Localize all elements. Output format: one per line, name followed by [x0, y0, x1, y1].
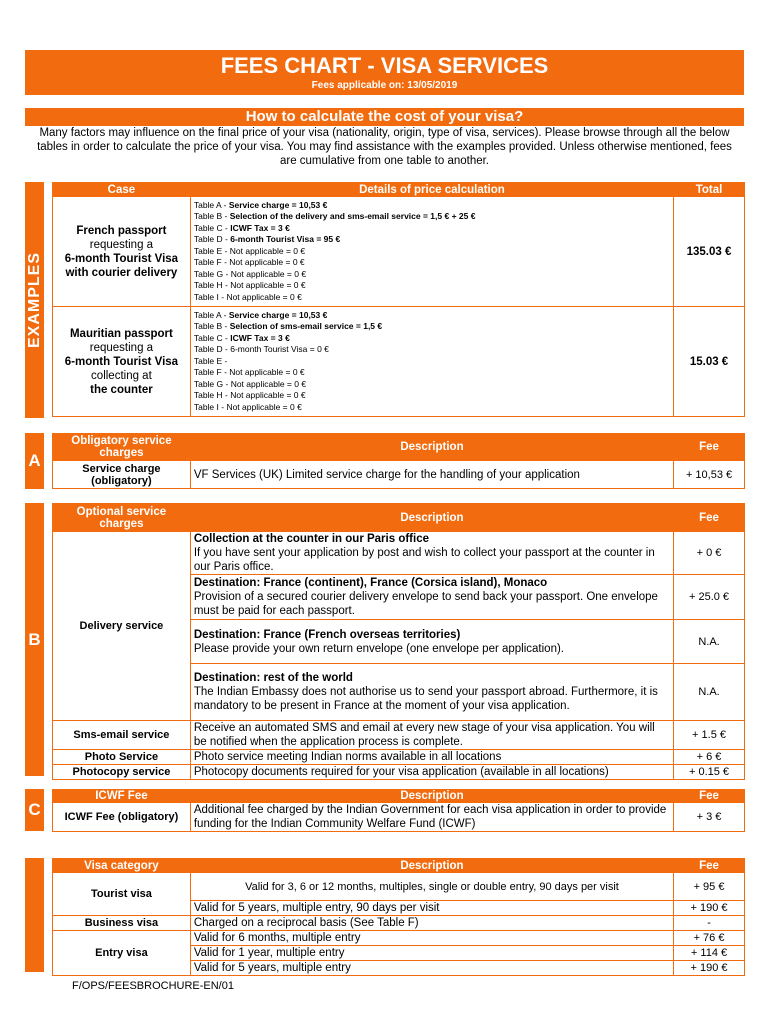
visa-description: Valid for 3, 6 or 12 months, multiples, single or double entry, 90 days per visit [190, 873, 673, 901]
example-case-line: 6-month Tourist Visa [64, 355, 179, 368]
service-name: Photo Service [53, 750, 191, 765]
calc-line: Table A - Service charge = 10,53 € [193, 309, 328, 320]
table-b-col-service: Optional service charges [53, 504, 191, 532]
delivery-option-text: If you have sent your application by post and wish to collect your passport at the counter in our Paris office. [193, 547, 655, 573]
delivery-option-text: Please provide your own return envelope (one envelope per application). [193, 642, 564, 655]
service-description: VF Services (UK) Limited service charge for the handling of your application [190, 461, 673, 489]
visa-description: Charged on a reciprocal basis (See Table F) [190, 916, 673, 931]
example-total: 135.03 € [674, 197, 745, 307]
table-c [52, 789, 745, 832]
delivery-row [53, 532, 745, 575]
service-description: Photocopy documents required for your visa application (available in all locations) [190, 765, 673, 780]
calc-line: Table D - 6-month Tourist Visa = 95 € [193, 234, 341, 245]
table-a-col-fee: Fee [674, 434, 745, 461]
calc-line: Table D - 6-month Tourist Visa = 0 € [193, 344, 329, 355]
table-b-letter: B [25, 503, 44, 776]
table-row [53, 916, 745, 931]
visa-fee: + 190 € [674, 961, 745, 976]
table-a [52, 433, 745, 489]
visa-fee: + 114 € [674, 946, 745, 961]
example-row [53, 307, 745, 417]
example-case-line: Mauritian passport [69, 327, 173, 340]
table-a-col-description: Description [190, 434, 673, 461]
table-b-col-description: Description [190, 504, 673, 532]
calc-line: Table I - Not applicable = 0 € [193, 401, 302, 412]
visa-fee: + 190 € [674, 901, 745, 916]
visa-fee: + 95 € [674, 873, 745, 901]
service-fee: + 1.5 € [674, 721, 745, 750]
examples-table [52, 182, 745, 417]
example-total: 15.03 € [674, 307, 745, 417]
calc-line: Table B - Selection of sms-email service = 1,5 € [193, 321, 383, 332]
delivery-fee: + 0 € [674, 532, 745, 575]
table-row [53, 721, 745, 750]
example-case-line: with courier delivery [65, 266, 178, 279]
col-total: Total [674, 183, 745, 197]
delivery-option [190, 664, 673, 721]
example-case-line: collecting at [91, 369, 152, 382]
table-row [53, 765, 745, 780]
delivery-service-name: Delivery service [53, 532, 191, 721]
delivery-option [190, 620, 673, 664]
delivery-option [190, 532, 673, 575]
table-row [53, 931, 745, 946]
page-title: FEES CHART - VISA SERVICES [220, 53, 549, 78]
table-c-col-fee: Fee [674, 790, 745, 803]
service-description: Photo service meeting Indian norms available in all locations [190, 750, 673, 765]
visa-fee: + 76 € [674, 931, 745, 946]
calc-line: Table G - Not applicable = 0 € [193, 378, 307, 389]
howto-text: Many factors may influence on the final price of your visa (nationality, origin, type of visa, services). Please browse through all the below tables in order to calculate the price of your visa. You may find assistance with the examples provided. Unless otherwise mentioned, fees are cumulative from one table to another. [37, 127, 732, 167]
visa-col-category: Visa category [53, 859, 191, 873]
delivery-option-title: Destination: France (continent), France (Corsica island), Monaco [193, 577, 548, 589]
table-d-side-bar [25, 858, 44, 972]
example-case-line: the counter [90, 383, 153, 396]
example-row [53, 197, 745, 307]
table-row [53, 750, 745, 765]
calc-line: Table F - Not applicable = 0 € [193, 257, 305, 268]
calc-line: Table C - ICWF Tax = 3 € [193, 222, 290, 233]
delivery-option [190, 575, 673, 620]
delivery-fee: N.A. [674, 620, 745, 664]
service-fee: + 0.15 € [674, 765, 745, 780]
visa-description: Valid for 6 months, multiple entry [190, 931, 673, 946]
service-fee: + 6 € [674, 750, 745, 765]
service-name: Photocopy service [53, 765, 191, 780]
table-a-letter: A [25, 433, 44, 489]
document-reference: F/OPS/FEESBROCHURE-EN/01 [72, 980, 234, 992]
examples-label: EXAMPLES [25, 251, 43, 348]
example-details [190, 307, 673, 417]
service-fee: + 3 € [674, 803, 745, 832]
examples-side-label [25, 182, 44, 418]
example-case-line: requesting a [89, 341, 154, 354]
table-a-col-service: Obligatory service charges [53, 434, 191, 461]
calc-line: Table G - Not applicable = 0 € [193, 268, 307, 279]
calc-line: Table I - Not applicable = 0 € [193, 291, 302, 302]
visa-category: Business visa [53, 916, 191, 931]
calc-line: Table F - Not applicable = 0 € [193, 367, 305, 378]
example-case-line: requesting a [89, 238, 154, 251]
service-name: ICWF Fee (obligatory) [53, 803, 191, 832]
visa-description: Valid for 5 years, multiple entry [190, 961, 673, 976]
visa-table [52, 858, 745, 976]
calc-line: Table E - [193, 355, 228, 366]
calc-line: Table E - Not applicable = 0 € [193, 245, 306, 256]
table-c-col-service: ICWF Fee [53, 790, 191, 803]
visa-description: Valid for 1 year, multiple entry [190, 946, 673, 961]
delivery-fee: + 25.0 € [674, 575, 745, 620]
table-c-col-description: Description [190, 790, 673, 803]
table-row [53, 803, 745, 832]
example-case [53, 307, 191, 417]
visa-col-description: Description [190, 859, 673, 873]
delivery-option-title: Destination: France (French overseas territories) [193, 628, 461, 641]
howto-heading: How to calculate the cost of your visa? [25, 108, 744, 126]
calc-line: Table C - ICWF Tax = 3 € [193, 332, 290, 343]
table-c-letter: C [25, 789, 44, 831]
table-row [53, 873, 745, 901]
service-description: Additional fee charged by the Indian Government for each visa application in order to provide funding for the Indian Community Welfare Fund (ICWF) [190, 803, 673, 832]
calc-line: Table H - Not applicable = 0 € [193, 390, 306, 401]
example-case-line: French passport [76, 224, 167, 237]
service-description: Receive an automated SMS and email at every new stage of your visa application. You will be notified when the application process is complete. [190, 721, 673, 750]
fees-date: Fees applicable on: 13/05/2019 [311, 80, 458, 91]
delivery-option-text: The Indian Embassy does not authorise us to send your passport abroad. Furthermore, it is mandatory to be present in France at the moment of your visa application. [193, 686, 658, 712]
visa-fee: - [674, 916, 745, 931]
example-case [53, 197, 191, 307]
visa-col-fee: Fee [674, 859, 745, 873]
visa-category: Entry visa [53, 931, 191, 976]
delivery-option-title: Collection at the counter in our Paris office [193, 533, 429, 545]
visa-description: Valid for 5 years, multiple entry, 90 days per visit [190, 901, 673, 916]
calc-line: Table A - Service charge = 10,53 € [193, 199, 328, 210]
table-b-col-fee: Fee [674, 504, 745, 532]
table-row [53, 461, 745, 489]
service-name: Service charge (obligatory) [53, 461, 191, 489]
table-b [52, 503, 745, 780]
title-bar [25, 50, 744, 95]
calc-line: Table B - Selection of the delivery and sms-email service = 1,5 € + 25 € [193, 211, 476, 222]
delivery-option-text: Provision of a secured courier delivery envelope to send back your passport. One envelope must be paid for each passport. [193, 591, 658, 617]
delivery-fee: N.A. [674, 664, 745, 721]
example-case-line: 6-month Tourist Visa [64, 252, 179, 265]
calc-line: Table H - Not applicable = 0 € [193, 280, 306, 291]
col-details: Details of price calculation [190, 183, 673, 197]
service-name: Sms-email service [53, 721, 191, 750]
visa-category: Tourist visa [53, 873, 191, 916]
col-case: Case [53, 183, 191, 197]
delivery-option-title: Destination: rest of the world [193, 672, 353, 684]
example-details [190, 197, 673, 307]
service-fee: + 10,53 € [674, 461, 745, 489]
